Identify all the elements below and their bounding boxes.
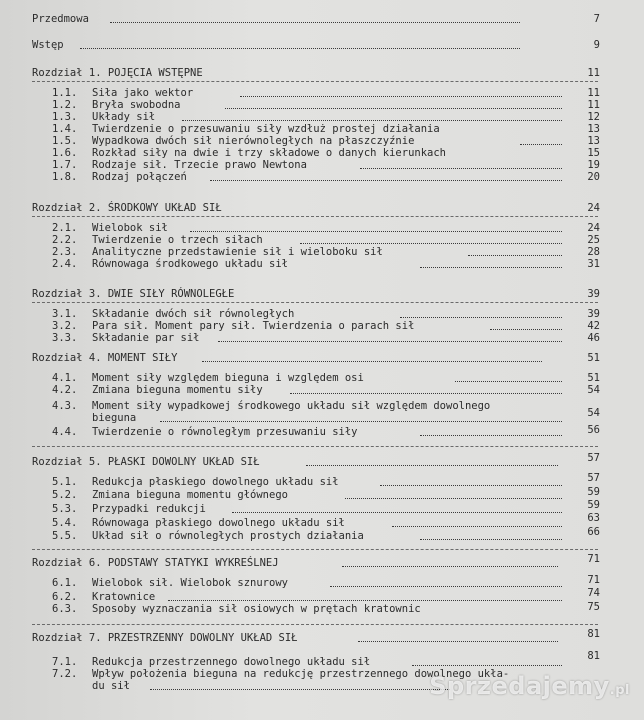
section-entry bbox=[52, 246, 383, 258]
section-entry bbox=[52, 603, 421, 615]
section-page: 11 bbox=[587, 87, 600, 99]
section-page: 56 bbox=[587, 424, 600, 436]
section-title: Twierdzenie o przesuwaniu siły wzdłuż prostej działania bbox=[92, 123, 440, 135]
leader bbox=[412, 665, 562, 666]
leader bbox=[520, 144, 562, 145]
section-entry bbox=[52, 384, 263, 396]
leader bbox=[210, 180, 562, 181]
chapter-page: 57 bbox=[587, 452, 600, 464]
section-entry bbox=[52, 135, 414, 147]
section-entry bbox=[52, 123, 440, 135]
chapter-page: 81 bbox=[587, 628, 600, 640]
leader bbox=[150, 689, 450, 690]
section-number: 5.5. bbox=[52, 530, 78, 542]
section-title: Rodzaje sił. Trzecie prawo Newtona bbox=[92, 159, 307, 171]
section-title: Moment siły względem bieguna i względem osi bbox=[92, 372, 364, 384]
section-number: 4.2. bbox=[52, 384, 78, 396]
section-number: 1.6. bbox=[52, 147, 78, 159]
leader bbox=[342, 566, 558, 567]
section-number: 5.3. bbox=[52, 503, 78, 515]
section-number: 2.2. bbox=[52, 234, 78, 246]
leader bbox=[160, 421, 562, 422]
section-page: 11 bbox=[587, 99, 600, 111]
section-entry bbox=[52, 332, 199, 344]
section-number: 3.3. bbox=[52, 332, 78, 344]
section-title: Bryła swobodna bbox=[92, 99, 181, 111]
chapter-rule bbox=[32, 446, 598, 447]
chapter-page: 39 bbox=[587, 288, 600, 300]
section-number: 4.4. bbox=[52, 426, 78, 438]
section-title: Wpływ położenia bieguna na redukcję przestrzennego dowolnego ukła- bbox=[92, 668, 510, 680]
section-page: 71 bbox=[587, 574, 600, 586]
section-entry bbox=[52, 99, 181, 111]
section-page: 39 bbox=[587, 308, 600, 320]
section-number: 1.4. bbox=[52, 123, 78, 135]
leader bbox=[360, 168, 562, 169]
section-title: Redukcja płaskiego dowolnego układu sił bbox=[92, 476, 339, 488]
leader bbox=[168, 600, 562, 601]
chapter-rule bbox=[32, 216, 598, 217]
leader bbox=[420, 267, 562, 268]
section-entry bbox=[52, 258, 288, 270]
section-number: 4.3. bbox=[52, 400, 78, 412]
section-number: 6.3. bbox=[52, 603, 78, 615]
leader bbox=[225, 108, 562, 109]
section-title: Rozkład siły na dwie i trzy składowe o danych kierunkach bbox=[92, 147, 447, 159]
leader bbox=[468, 255, 562, 256]
section-page: 15 bbox=[587, 147, 600, 159]
leader bbox=[330, 586, 562, 587]
section-number: 6.2. bbox=[52, 591, 78, 603]
section-page: 20 bbox=[587, 171, 600, 183]
section-number: 1.1. bbox=[52, 87, 78, 99]
section-title: Redukcja przestrzennego dowolnego układu sił bbox=[92, 656, 371, 668]
toc-intro-page: 9 bbox=[593, 39, 600, 51]
section-page: 46 bbox=[587, 332, 600, 344]
section-number: 3.1. bbox=[52, 308, 78, 320]
section-entry bbox=[52, 577, 288, 589]
section-entry bbox=[52, 400, 490, 412]
leader bbox=[290, 393, 562, 394]
section-title: Para sił. Moment pary sił. Twierdzenia o parach sił bbox=[92, 320, 415, 332]
leader bbox=[420, 435, 562, 436]
chapter-rule bbox=[32, 549, 598, 550]
chapter-page: 11 bbox=[587, 67, 600, 79]
section-number: 1.5. bbox=[52, 135, 78, 147]
chapter-title: Rozdział 6. PODSTAWY STATYKI WYKREŚLNEJ bbox=[32, 557, 279, 569]
section-page: 12 bbox=[587, 111, 600, 123]
section-page: 63 bbox=[587, 512, 600, 524]
chapter-title: Rozdział 4. MOMENT SIŁY bbox=[32, 352, 178, 364]
chapter-title: Rozdział 7. PRZESTRZENNY DOWOLNY UKŁAD SIŁ bbox=[32, 632, 298, 644]
section-number: 7.2. bbox=[52, 668, 78, 680]
section-page: 74 bbox=[587, 587, 600, 599]
section-title: Zmiana bieguna momentu siły bbox=[92, 384, 263, 396]
section-number: 1.3. bbox=[52, 111, 78, 123]
section-number: 2.1. bbox=[52, 222, 78, 234]
leader bbox=[202, 361, 542, 362]
toc-intro-title: Wstęp bbox=[32, 39, 64, 51]
section-title: Kratownice bbox=[92, 591, 156, 603]
section-title: Twierdzenie o trzech siłach bbox=[92, 234, 263, 246]
leader bbox=[218, 341, 562, 342]
leader bbox=[110, 22, 520, 23]
section-title: Wypadkowa dwóch sił nierównoległych na płaszczyźnie bbox=[92, 135, 415, 147]
section-page: 25 bbox=[587, 234, 600, 246]
section-number: 7.1. bbox=[52, 656, 78, 668]
section-entry bbox=[52, 87, 193, 99]
section-page: 31 bbox=[587, 258, 600, 270]
section-number: 4.1. bbox=[52, 372, 78, 384]
section-entry bbox=[52, 476, 339, 488]
section-entry bbox=[52, 426, 358, 438]
section-number: 2.4. bbox=[52, 258, 78, 270]
leader bbox=[392, 526, 562, 527]
section-title: Wielobok sił. Wielobok sznurowy bbox=[92, 577, 288, 589]
section-entry bbox=[52, 530, 364, 542]
section-title: Analityczne przedstawienie sił i wieloboku sił bbox=[92, 246, 383, 258]
section-entry bbox=[52, 234, 263, 246]
leader bbox=[190, 231, 562, 232]
chapter-page: 24 bbox=[587, 202, 600, 214]
section-entry bbox=[52, 656, 370, 668]
chapter-rule bbox=[32, 624, 598, 625]
toc-preface-title: Przedmowa bbox=[32, 13, 89, 25]
section-number: 5.1. bbox=[52, 476, 78, 488]
section-title-continued: du sił bbox=[92, 680, 130, 692]
section-page: 59 bbox=[587, 499, 600, 511]
section-title: Układy sił bbox=[92, 111, 156, 123]
section-title: Równowaga środkowego układu sił bbox=[92, 258, 288, 270]
section-entry bbox=[52, 111, 155, 123]
leader bbox=[490, 329, 562, 330]
section-title: Składanie par sił bbox=[92, 332, 200, 344]
section-entry bbox=[52, 308, 294, 320]
section-number: 6.1. bbox=[52, 577, 78, 589]
section-entry bbox=[52, 222, 168, 234]
leader bbox=[345, 498, 562, 499]
section-page: 13 bbox=[587, 135, 600, 147]
section-page: 57 bbox=[587, 472, 600, 484]
section-page: 59 bbox=[587, 486, 600, 498]
section-page: 19 bbox=[587, 159, 600, 171]
chapter-title: Rozdział 1. POJĘCIA WSTĘPNE bbox=[32, 67, 203, 79]
leader bbox=[420, 539, 562, 540]
section-entry bbox=[52, 159, 307, 171]
chapter-title: Rozdział 2. ŚRODKOWY UKŁAD SIŁ bbox=[32, 202, 222, 214]
section-page: 81 bbox=[587, 650, 600, 662]
section-number: 1.7. bbox=[52, 159, 78, 171]
section-title: Równowaga płaskiego dowolnego układu sił bbox=[92, 517, 345, 529]
section-number: 5.4. bbox=[52, 517, 78, 529]
section-page: 24 bbox=[587, 222, 600, 234]
section-title: Sposoby wyznaczania sił osiowych w prętach kratownic bbox=[92, 603, 421, 615]
leader bbox=[358, 641, 558, 642]
section-page: 51 bbox=[587, 372, 600, 384]
chapter-title: Rozdział 5. PŁASKI DOWOLNY UKŁAD SIŁ bbox=[32, 456, 260, 468]
section-entry bbox=[52, 147, 446, 159]
section-page: 54 bbox=[587, 407, 600, 419]
section-title: Składanie dwóch sił równoległych bbox=[92, 308, 295, 320]
leader bbox=[232, 512, 562, 513]
leader bbox=[240, 96, 562, 97]
section-title-continued: bieguna bbox=[92, 412, 137, 424]
chapter-rule bbox=[32, 302, 598, 303]
section-title: Rodzaj połączeń bbox=[92, 171, 187, 183]
section-title: Zmiana bieguna momentu głównego bbox=[92, 489, 288, 501]
leader bbox=[306, 465, 558, 466]
section-entry bbox=[52, 320, 414, 332]
section-entry bbox=[52, 517, 345, 529]
leader bbox=[182, 120, 562, 121]
section-entry bbox=[52, 591, 155, 603]
section-number: 3.2. bbox=[52, 320, 78, 332]
leader bbox=[455, 381, 562, 382]
section-title: Siła jako wektor bbox=[92, 87, 194, 99]
section-entry bbox=[52, 171, 187, 183]
section-title: Przypadki redukcji bbox=[92, 503, 206, 515]
section-page: 66 bbox=[587, 526, 600, 538]
section-number: 1.2. bbox=[52, 99, 78, 111]
leader bbox=[300, 243, 562, 244]
section-page: 42 bbox=[587, 320, 600, 332]
chapter-page: 71 bbox=[587, 553, 600, 565]
toc-preface-page: 7 bbox=[593, 13, 600, 25]
chapter-page: 51 bbox=[587, 352, 600, 364]
section-title: Wielobok sił bbox=[92, 222, 168, 234]
section-number: 1.8. bbox=[52, 171, 78, 183]
chapter-title: Rozdział 3. DWIE SIŁY RÓWNOLEGŁE bbox=[32, 288, 235, 300]
leader bbox=[80, 48, 520, 49]
section-title: Twierdzenie o równoległym przesuwaniu siły bbox=[92, 426, 358, 438]
section-page: 75 bbox=[587, 601, 600, 613]
section-entry bbox=[52, 503, 206, 515]
leader bbox=[380, 485, 562, 486]
section-number: 5.2. bbox=[52, 489, 78, 501]
section-number: 2.3. bbox=[52, 246, 78, 258]
chapter-rule bbox=[32, 81, 598, 82]
section-entry bbox=[52, 489, 288, 501]
section-page: 13 bbox=[587, 123, 600, 135]
section-title: Moment siły wypadkowej środkowego układu sił względem dowolnego bbox=[92, 400, 491, 412]
section-page: 28 bbox=[587, 246, 600, 258]
section-page: 54 bbox=[587, 384, 600, 396]
leader bbox=[400, 317, 562, 318]
watermark-logo: Sprzedajemy.pl bbox=[429, 672, 630, 700]
section-title: Układ sił o równoległych prostych działania bbox=[92, 530, 364, 542]
section-entry bbox=[52, 372, 364, 384]
